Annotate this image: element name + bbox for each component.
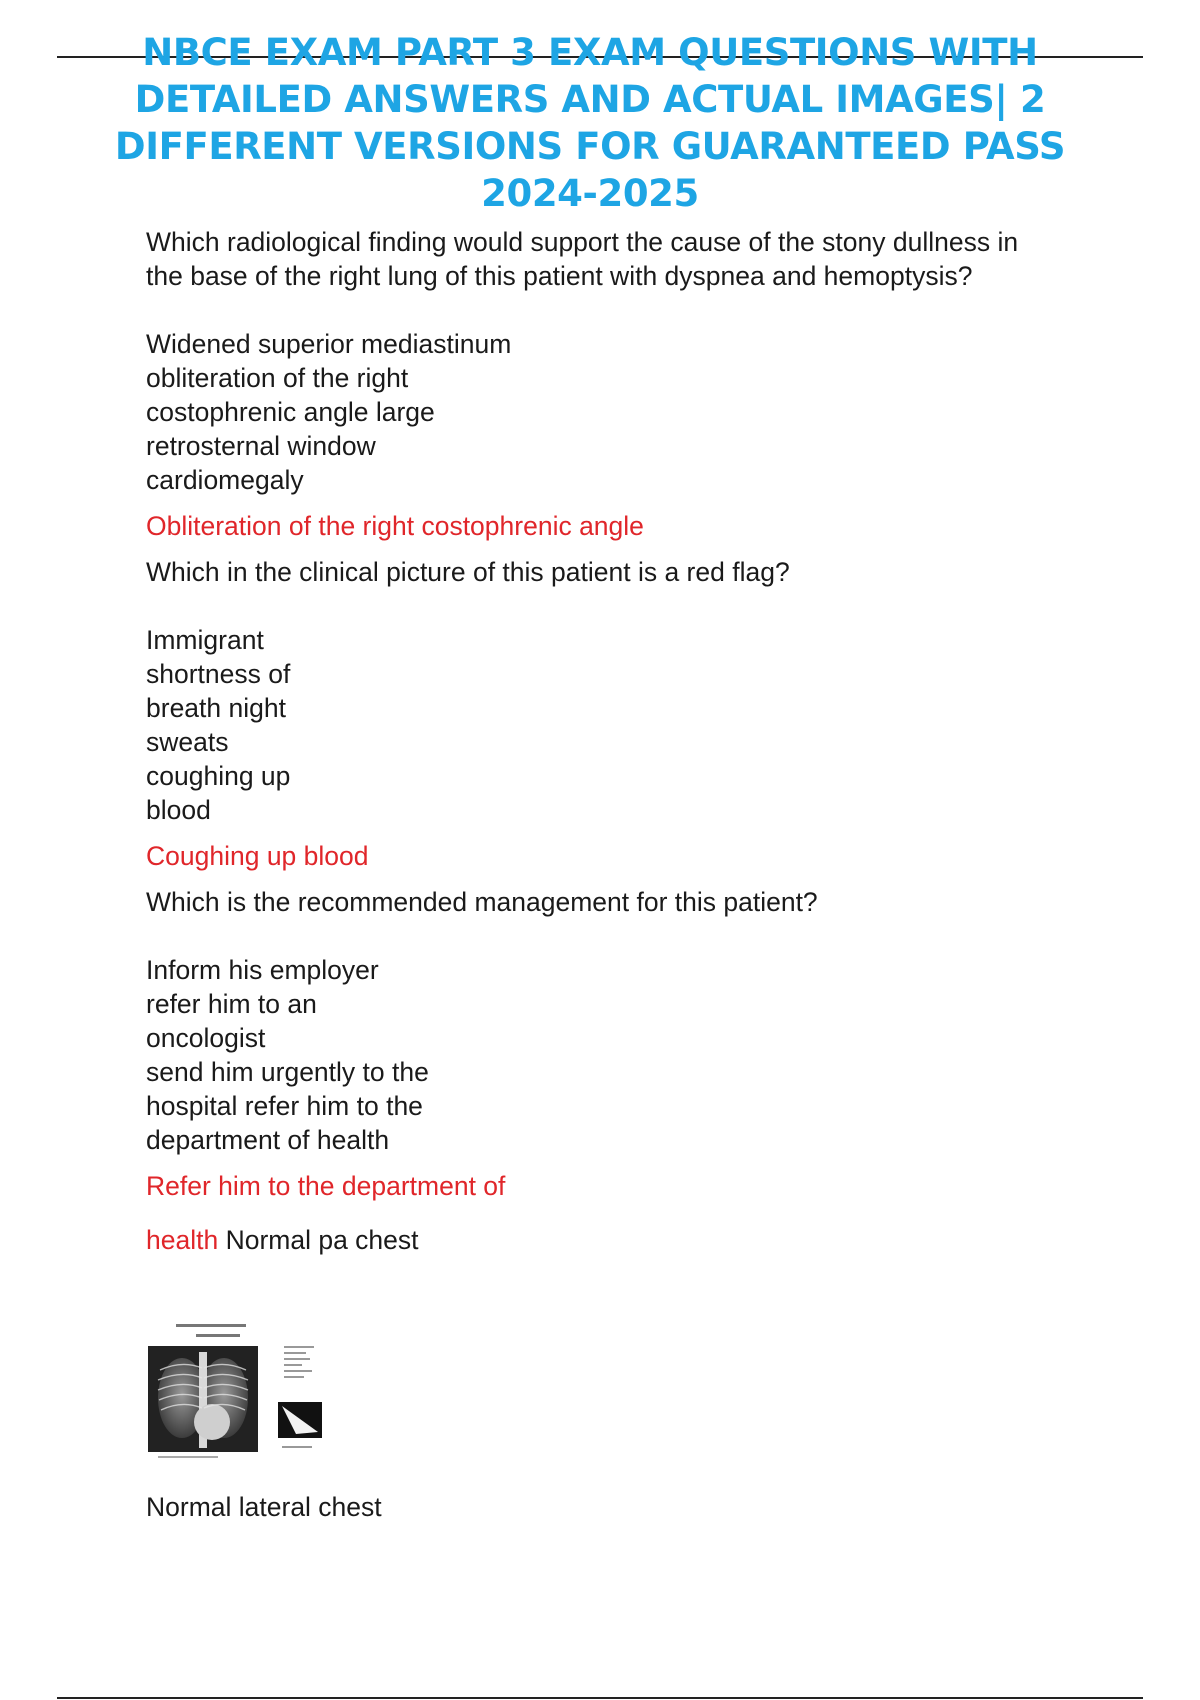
option-line: cardiomegaly: [146, 465, 304, 495]
title-line-2: DETAILED ANSWERS AND ACTUAL IMAGES| 2: [134, 77, 1046, 121]
option-line: blood: [146, 795, 211, 825]
option-line: coughing up: [146, 761, 291, 791]
option-line: refer him to an: [146, 989, 317, 1019]
title-line-3: DIFFERENT VERSIONS FOR GUARANTEED PASS: [114, 124, 1066, 168]
option-line: department of health: [146, 1125, 390, 1155]
question-3-answer: Refer him to the department of: [146, 1171, 506, 1201]
title-line-4: 2024-2025: [481, 171, 699, 215]
document-body: [146, 225, 1106, 1269]
document-title: [60, 29, 1120, 217]
question-3-text: Which is the recommended management for this patient?: [146, 887, 818, 917]
question-1-options: [146, 327, 1106, 497]
option-line: Inform his employer: [146, 955, 379, 985]
question-3-answer-continued: health Normal pa chest: [146, 1225, 419, 1255]
option-line: obliteration of the right: [146, 363, 409, 393]
option-line: sweats: [146, 727, 229, 757]
title-line-1: NBCE EXAM PART 3 EXAM QUESTIONS WITH: [142, 30, 1038, 74]
option-line: send him urgently to the: [146, 1057, 429, 1087]
option-line: breath night: [146, 693, 286, 723]
option-line: Immigrant: [146, 625, 264, 655]
option-line: costophrenic angle large: [146, 397, 435, 427]
option-line: Widened superior mediastinum: [146, 329, 512, 359]
footer-rule: [57, 1697, 1143, 1699]
option-line: shortness of: [146, 659, 291, 689]
question-2-answer: Coughing up blood: [146, 841, 369, 871]
option-line: hospital refer him to the: [146, 1091, 423, 1121]
question-3-options: [146, 953, 1106, 1157]
chest-xray-figure: [146, 1322, 328, 1460]
section-label-normal-pa-chest: Normal pa chest: [218, 1225, 419, 1255]
question-1-answer: Obliteration of the right costophrenic angle: [146, 511, 644, 541]
question-1-text: Which radiological finding would support the cause of the stony dullness in the base of the right lung of this patient with dyspnea and hemoptysis?: [146, 227, 1019, 291]
question-2-options: [146, 623, 1106, 827]
section-label-normal-lateral-chest: Normal lateral chest: [146, 1492, 382, 1522]
option-line: retrosternal window: [146, 431, 376, 461]
option-line: oncologist: [146, 1023, 266, 1053]
question-2-text: Which in the clinical picture of this patient is a red flag?: [146, 557, 790, 587]
